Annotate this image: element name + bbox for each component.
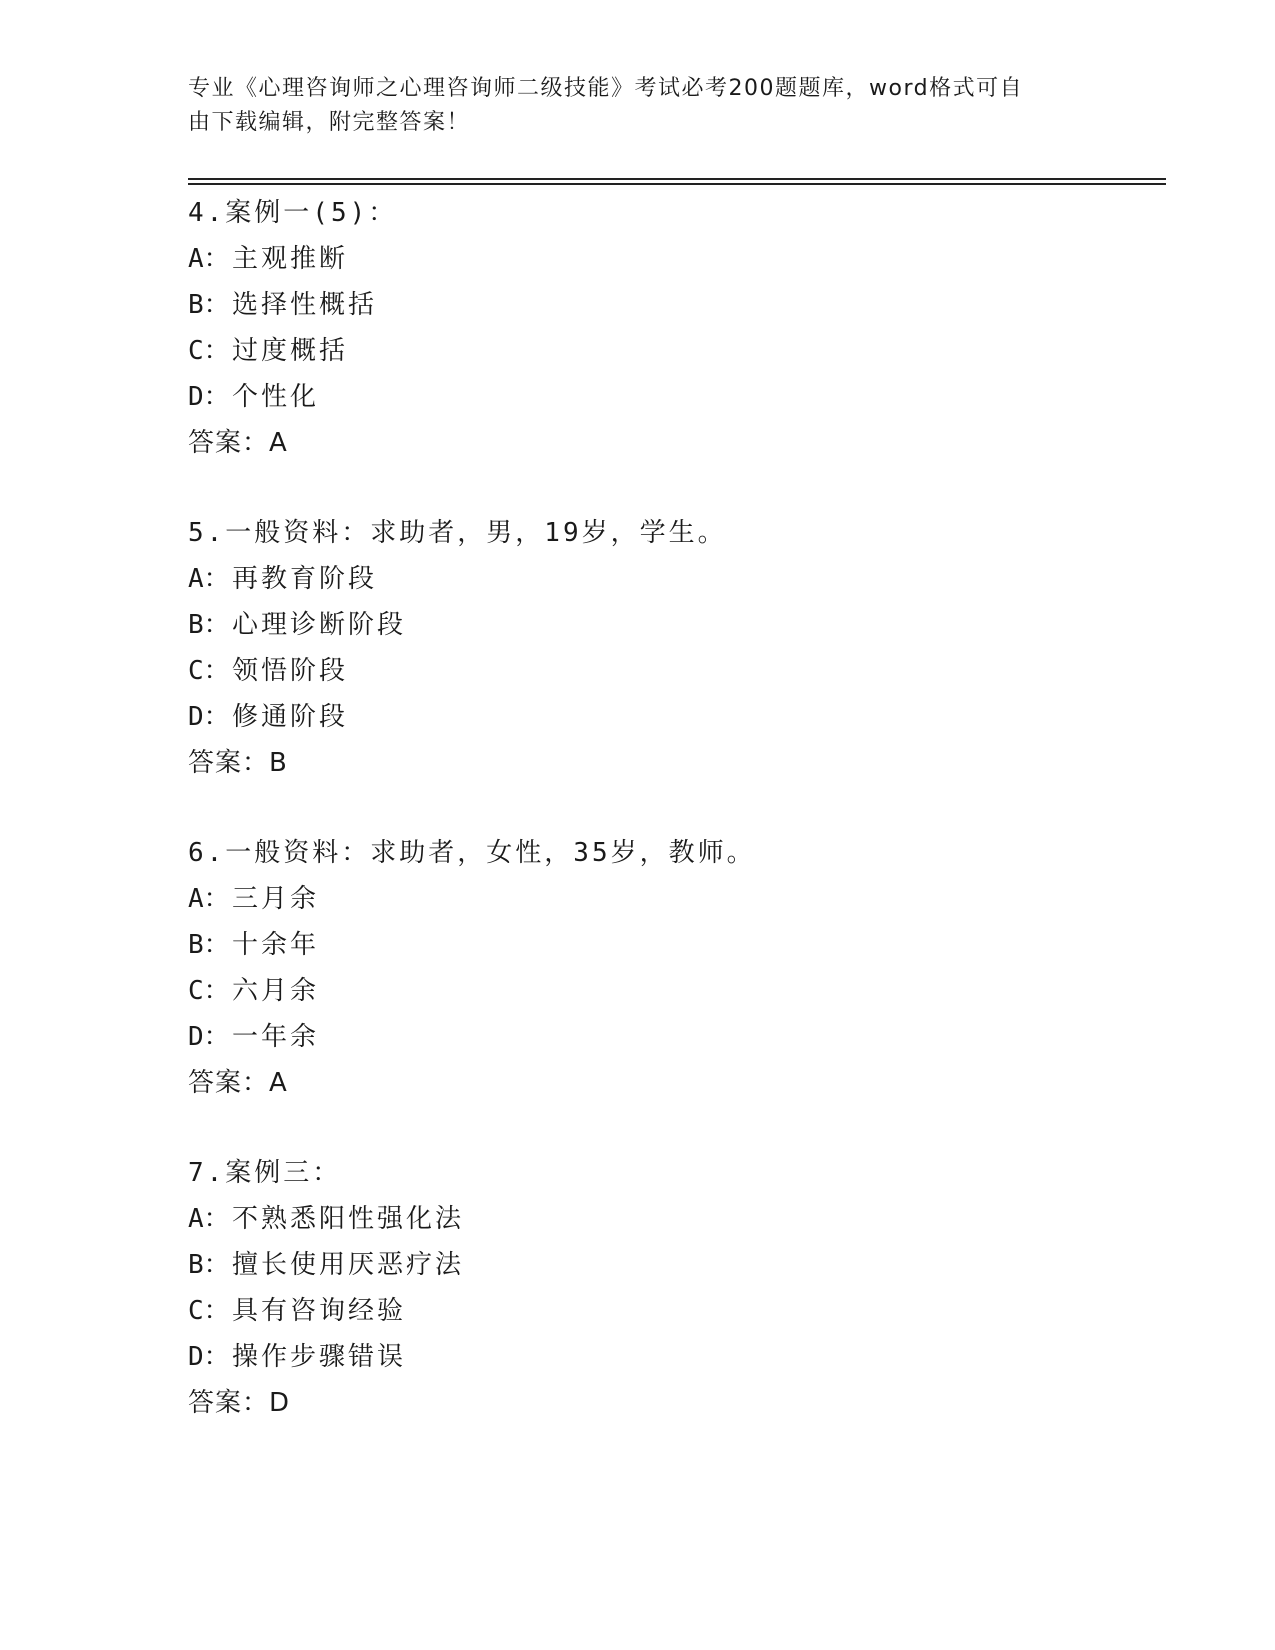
option-b <box>188 282 1158 328</box>
option-text: 十余年 <box>232 930 320 960</box>
option-a <box>188 876 1158 922</box>
option-letter: D： <box>188 1342 230 1372</box>
question-stem: 4.案例一(5)： <box>188 198 398 228</box>
option-letter: C： <box>188 976 230 1006</box>
answer-line: 答案：A <box>188 428 288 458</box>
header-line-2: 由下载编辑，附完整答案！ <box>188 110 471 135</box>
header-divider-bottom <box>188 183 1166 185</box>
option-text: 操作步骤错误 <box>232 1342 407 1372</box>
question-stem: 6.一般资料：求助者，女性，35岁，教师。 <box>188 838 756 868</box>
header-divider-top <box>188 178 1166 180</box>
option-letter: C： <box>188 1296 230 1326</box>
document-header <box>188 72 1088 140</box>
option-letter: D： <box>188 1022 230 1052</box>
option-text: 修通阶段 <box>232 702 349 732</box>
answer-line: 答案：A <box>188 1068 288 1098</box>
option-a <box>188 236 1158 282</box>
option-letter: A： <box>188 884 230 914</box>
question-block <box>188 510 1158 786</box>
option-text: 六月余 <box>232 976 320 1006</box>
option-c <box>188 328 1158 374</box>
option-d <box>188 1334 1158 1380</box>
option-text: 领悟阶段 <box>232 656 349 686</box>
option-letter: C： <box>188 336 230 366</box>
question-list <box>188 190 1158 1470</box>
option-b <box>188 1242 1158 1288</box>
option-b <box>188 602 1158 648</box>
option-letter: B： <box>188 930 230 960</box>
option-text: 擅长使用厌恶疗法 <box>232 1250 465 1280</box>
option-letter: A： <box>188 564 230 594</box>
answer-line: 答案：B <box>188 748 288 778</box>
option-letter: D： <box>188 382 230 412</box>
question-block <box>188 190 1158 466</box>
option-text: 一年余 <box>232 1022 320 1052</box>
header-line-1: 专业《心理咨询师之心理咨询师二级技能》考试必考200题题库，word格式可自 <box>188 76 1024 101</box>
option-d <box>188 694 1158 740</box>
question-stem: 7.案例三： <box>188 1158 342 1188</box>
option-letter: C： <box>188 656 230 686</box>
option-letter: B： <box>188 290 230 320</box>
option-a <box>188 556 1158 602</box>
option-text: 再教育阶段 <box>232 564 378 594</box>
question-block <box>188 1150 1158 1426</box>
option-text: 不熟悉阳性强化法 <box>232 1204 465 1234</box>
option-c <box>188 648 1158 694</box>
option-text: 选择性概括 <box>232 290 378 320</box>
option-text: 个性化 <box>232 382 320 412</box>
option-d <box>188 1014 1158 1060</box>
option-text: 心理诊断阶段 <box>232 610 407 640</box>
option-letter: A： <box>188 244 230 274</box>
option-c <box>188 968 1158 1014</box>
question-block <box>188 830 1158 1106</box>
answer-line: 答案：D <box>188 1388 291 1418</box>
option-text: 过度概括 <box>232 336 349 366</box>
option-d <box>188 374 1158 420</box>
option-a <box>188 1196 1158 1242</box>
option-text: 具有咨询经验 <box>232 1296 407 1326</box>
option-text: 三月余 <box>232 884 320 914</box>
option-text: 主观推断 <box>232 244 349 274</box>
question-stem: 5.一般资料：求助者，男，19岁，学生。 <box>188 518 727 548</box>
option-b <box>188 922 1158 968</box>
option-c <box>188 1288 1158 1334</box>
option-letter: D： <box>188 702 230 732</box>
option-letter: A： <box>188 1204 230 1234</box>
option-letter: B： <box>188 1250 230 1280</box>
option-letter: B： <box>188 610 230 640</box>
